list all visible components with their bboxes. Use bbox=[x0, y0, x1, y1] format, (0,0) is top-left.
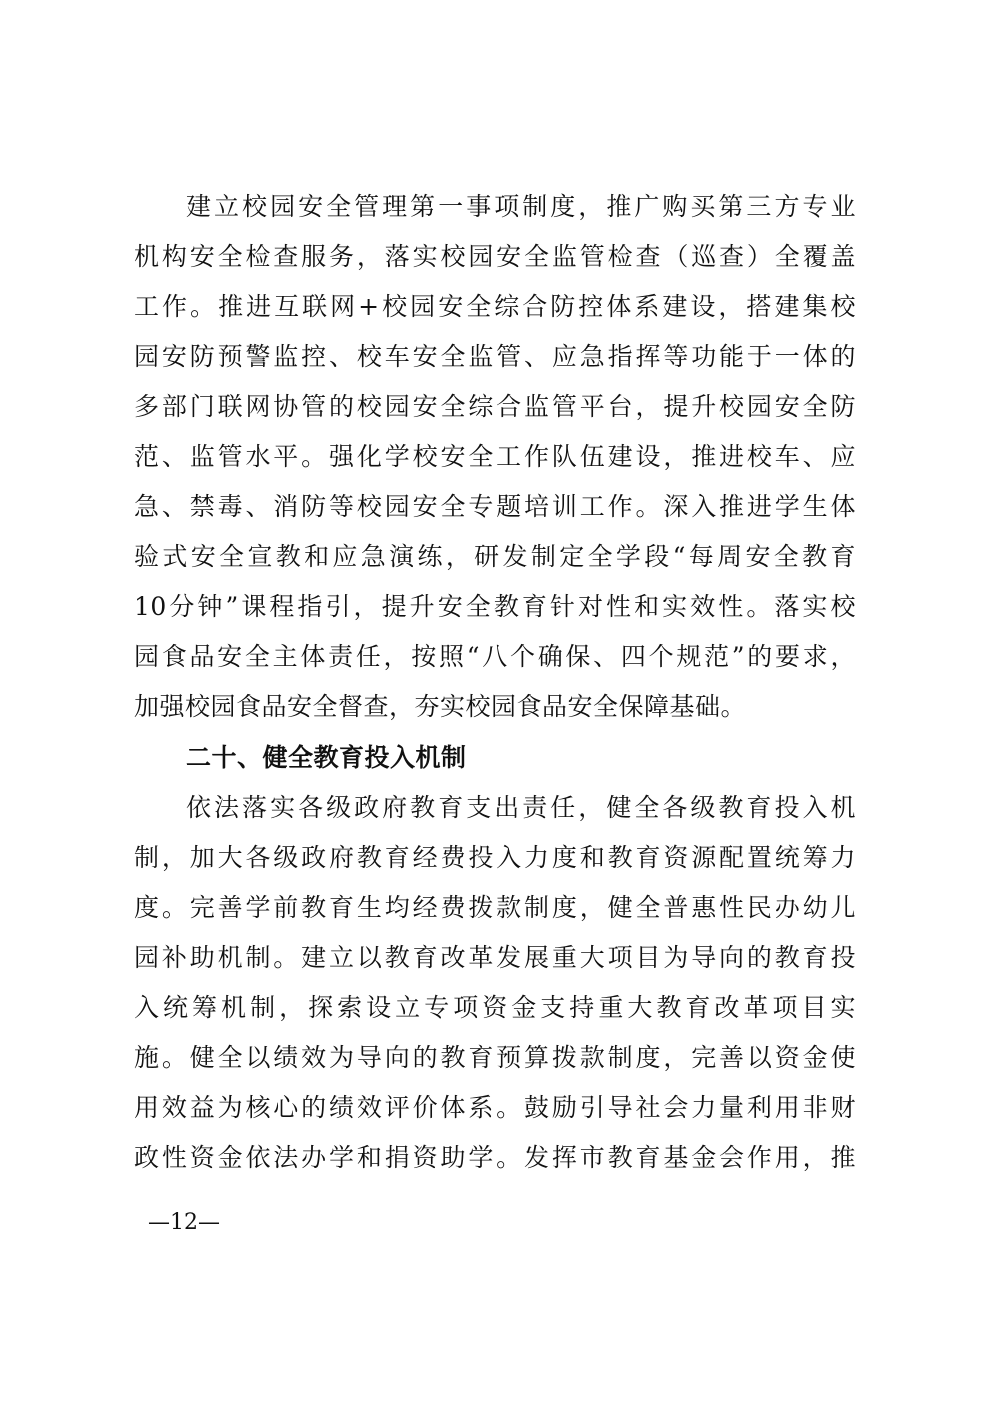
text-line: 园安防预警监控、校车安全监管、应急指挥等功能于一体的 bbox=[134, 342, 856, 371]
section-heading: 二十、健全教育投入机制 bbox=[186, 743, 467, 772]
text-line: 工作。推进互联网+校园安全综合防控体系建设，搭建集校 bbox=[134, 292, 856, 321]
text-line: 10分钟”课程指引，提升安全教育针对性和实效性。落实校 bbox=[134, 592, 856, 621]
text-line: 依法落实各级政府教育支出责任，健全各级教育投入机 bbox=[186, 793, 856, 822]
text-line: 用效益为核心的绩效评价体系。鼓励引导社会力量利用非财 bbox=[134, 1093, 856, 1122]
text-line: 范、监管水平。强化学校安全工作队伍建设，推进校车、应 bbox=[134, 442, 856, 471]
paragraph-campus-safety bbox=[134, 182, 856, 732]
text-line: 多部门联网协管的校园安全综合监管平台，提升校园安全防 bbox=[134, 392, 856, 421]
text-line: 入统筹机制，探索设立专项资金支持重大教育改革项目实 bbox=[134, 993, 856, 1022]
text-line: 验式安全宣教和应急演练，研发制定全学段“每周安全教育 bbox=[134, 542, 856, 571]
text-line: 政性资金依法办学和捐资助学。发挥市教育基金会作用，推 bbox=[134, 1143, 856, 1172]
text-line: 加强校园食品安全督查，夯实校园食品安全保障基础。 bbox=[134, 692, 747, 721]
paragraph-education-investment bbox=[134, 783, 856, 1183]
page-number: —12— bbox=[148, 1210, 220, 1235]
text-line: 急、禁毒、消防等校园安全专题培训工作。深入推进学生体 bbox=[134, 492, 856, 521]
text-line: 园补助机制。建立以教育改革发展重大项目为导向的教育投 bbox=[134, 943, 856, 972]
text-line: 施。健全以绩效为导向的教育预算拨款制度，完善以资金使 bbox=[134, 1043, 856, 1072]
text-line: 机构安全检查服务，落实校园安全监管检查（巡查）全覆盖 bbox=[134, 242, 856, 271]
text-line: 制，加大各级政府教育经费投入力度和教育资源配置统筹力 bbox=[134, 843, 856, 872]
text-line: 建立校园安全管理第一事项制度，推广购买第三方专业 bbox=[186, 192, 856, 221]
text-line: 园食品安全主体责任，按照“八个确保、四个规范”的要求， bbox=[134, 642, 856, 671]
text-line: 度。完善学前教育生均经费拨款制度，健全普惠性民办幼儿 bbox=[134, 893, 856, 922]
